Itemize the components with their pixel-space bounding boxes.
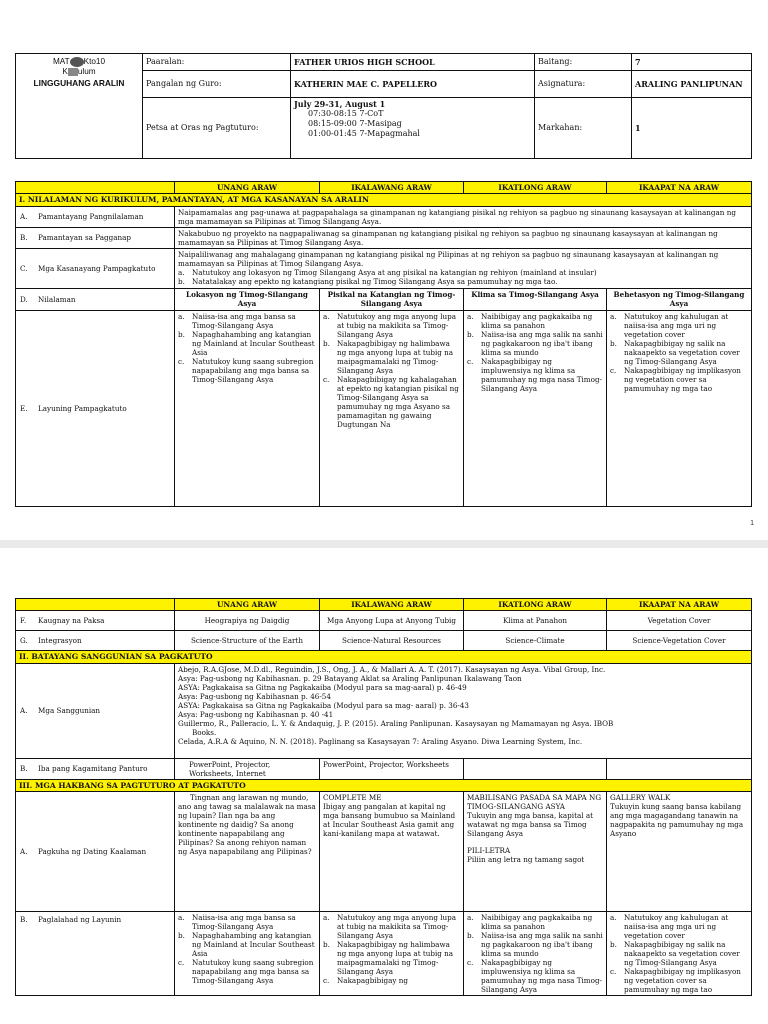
row-SA-content xyxy=(175,663,752,758)
day-head-3: IKATLONG ARAW xyxy=(464,182,607,194)
list-item: b. Nakapagbibigay ng salik na nakaapekto sa vegetation cover ng Timog-Silangang Asya xyxy=(610,940,740,968)
row-D-day3: Klima sa Timog-Silangang Asya xyxy=(464,288,607,310)
logo-mark-icon xyxy=(68,68,78,76)
activity-title-2: PILI-LETRA xyxy=(467,846,511,856)
list-item: b. Naiisa-isa ang mga salik na sanhi ng pagkakaroon ng iba't ibang klima sa mundo xyxy=(467,931,603,959)
row-SB-day1: PowerPoint, Projector, Worksheets, Internet xyxy=(175,758,320,779)
activity-text: Ibigay ang pangalan at kapital ng mga bansang bumubuo sa Mainland at Incular Southeast Asia gamit ang kani-kanilang mapa at watawat. xyxy=(323,802,456,839)
paaralan-value: FATHER URIOS HIGH SCHOOL xyxy=(291,54,535,71)
row-C-letter: C. xyxy=(20,263,28,273)
row-E-label xyxy=(16,310,175,506)
paaralan-label: Paaralan: xyxy=(143,54,291,71)
list-item: b. Napaghahambing ang katangian ng Mainland at Incular Southeast Asia xyxy=(178,329,315,357)
row-PB-letter: B. xyxy=(20,915,28,925)
day-head-3: IKATLONG ARAW xyxy=(464,599,607,611)
row-C-text: Mga Kasanayang Pampagkatuto xyxy=(38,263,156,273)
guro-label: Pangalan ng Guro: xyxy=(143,71,291,98)
row-B-content: Nakabubuo ng proyekto na nagpapaliwanag sa ginampanan ng katangiang pisikal ng rehiyon sa pagbuo ng sinaunang kasaysayan at kalinangan ng mamamayan sa Pilipinas at Timog Silangang Asya. xyxy=(175,227,752,248)
list-item: c. Nakapagbibigay ng kahalagahan at epekto ng katangian pisikal ng Timog-Silangang Asya sa pamumuhay ng mga Asyano sa pamamagitan ng gawaing Dugtungan Na xyxy=(323,374,459,429)
list-item: b. Nakapagbibigay ng halimbawa ng mga anyong lupa at tubig na maipagmamalaki ng Timog-Silangang Asya xyxy=(323,338,454,375)
list-item: a. Naiisa-isa ang mga bansa sa Timog-Silangang Asya xyxy=(178,311,296,330)
row-G-day1: Science-Structure of the Earth xyxy=(175,631,320,651)
row-A-label xyxy=(16,206,175,227)
reference-line: ASYA: Pagkakaisa sa Gitna ng Pagkakaiba (Modyul para sa mag- aaral) p. 36-43 xyxy=(178,700,469,710)
row-E-day1 xyxy=(175,310,320,506)
row-PB-day4 xyxy=(607,912,752,996)
row-C-label xyxy=(16,248,175,288)
row-C-content xyxy=(175,248,752,288)
row-PA-label xyxy=(16,792,175,912)
day-head-1: UNANG ARAW xyxy=(175,599,320,611)
activity-title: GALLERY WALK xyxy=(610,793,671,803)
row-B-letter: B. xyxy=(20,233,28,243)
row-G-letter: G. xyxy=(20,636,28,646)
row-A-letter: A. xyxy=(20,212,28,222)
reference-line: Guillermo, R., Palleracio, L. Y. & Andaquig, J. P. (2015). Araling Panlipunan. Kasaysayan ng Mamamayan ng Asya. IBOB xyxy=(178,718,614,728)
row-G-label xyxy=(16,631,175,651)
row-PB-day1 xyxy=(175,912,320,996)
row-D-day1: Lokasyon ng Timog-Silangang Asya xyxy=(175,288,320,310)
logo-text-c: K xyxy=(62,67,68,77)
list-item: c. Nakapagbibigay ng implikasyon ng vegetation cover sa pamumuhay ng mga tao xyxy=(610,967,741,995)
list-item: c. Nakapagbibigay ng impluwensiya ng klima sa pamumuhay ng mga nasa Timog-Silangang Asya xyxy=(467,356,602,393)
row-SB-day4 xyxy=(607,758,752,779)
page-number: 1 xyxy=(750,520,754,527)
list-item: b. Nakapagbibigay ng salik na nakaapekto sa vegetation cover ng Timog-Silangang Asya xyxy=(610,338,740,366)
row-F-letter: F. xyxy=(20,616,27,626)
section-I-title: I. NILALAMAN NG KURIKULUM, PAMANTAYAN, AT MGA KASANAYAN SA ARALIN xyxy=(16,194,752,206)
row-F-day1: Heograpiya ng Daigdig xyxy=(175,611,320,631)
petsa-date: July 29-31, August 1 xyxy=(294,99,386,110)
row-SB-letter: B. xyxy=(20,764,28,774)
activity-text: Tukuyin ang mga bansa, kapital at watawat ng mga bansa sa Timog Silangang Asya xyxy=(467,811,593,839)
lesson-table-1 xyxy=(15,181,752,507)
reference-line: Books. xyxy=(192,727,217,737)
list-item: a. Natutukoy ang kahulugan at naiisa-isa ang mga uri ng vegetation cover xyxy=(610,311,729,339)
reference-line: Asya: Pag-usbong ng Kabihasnan p. 46-54 xyxy=(178,691,331,701)
activity-title: MABILISANG PASADA SA MAPA NG TIMOG-SILANGANG ASYA xyxy=(467,793,602,812)
row-PA-day1: Tingnan ang larawan ng mundo, ano ang tawag sa malalawak na masa ng lupain? Ilan nga ba ang kontinente ng daidig? Sa anong kontinente napapabilang ang Pilipinas? Sa anong rehiyon naman ng Asya napapabilang ang Pilipinas? xyxy=(175,792,320,912)
reference-line: Celada, A.R.A & Aquino, N. N. (2018). Paglinang sa Kasaysayan 7: Araling Asyano. Diwa Learning System, Inc. xyxy=(178,736,583,746)
lesson-table-2 xyxy=(15,598,752,996)
list-item: b. Nakapagbibigay ng halimbawa ng mga anyong lupa at tubig na maipagmamalaki ng Timog-Silangang Asya xyxy=(323,940,454,977)
row-E-text: Layuning Pampagkatuto xyxy=(38,403,127,413)
row-G-text: Integrasyon xyxy=(38,636,82,646)
row-PA-day3 xyxy=(464,792,607,912)
blank-head xyxy=(16,599,175,611)
list-item: b. Napaghahambing ang katangian ng Mainland at Incular Southeast Asia xyxy=(178,931,315,959)
row-PB-day2 xyxy=(320,912,464,996)
row-SB-day3 xyxy=(464,758,607,779)
day-head-2: IKALAWANG ARAW xyxy=(320,182,464,194)
section-III-title: III. MGA HAKBANG SA PAGTUTURO AT PAGKATUTO xyxy=(16,779,752,791)
row-SB-day2: PowerPoint, Projector, Worksheets xyxy=(320,758,464,779)
row-D-day4: Behetasyon ng Timog-Silangang Asya xyxy=(607,288,752,310)
list-item: a. Natutukoy ang mga anyong lupa at tubig na makikita sa Timog-Silangang Asya xyxy=(323,311,457,339)
row-C-list xyxy=(178,268,748,286)
list-item: a. Natutukoy ang kahulugan at naiisa-isa ang mga uri ng vegetation cover xyxy=(610,913,729,941)
row-D-label xyxy=(16,288,175,310)
doc-type: LINGGUHANG ARALIN xyxy=(33,77,125,88)
activity-text-2: Piliin ang letra ng tamang sagot xyxy=(467,855,585,865)
list-item: a. Naibibigay ang pagkakaiba ng klima sa panahon xyxy=(467,913,593,932)
row-D-day2: Pisikal na Katangian ng Timog-Silangang Asya xyxy=(320,288,464,310)
petsa-time-1: 07:30-08:15 7-CoT xyxy=(308,109,384,119)
row-A-text: Pamantayang Pangnilalaman xyxy=(38,212,144,222)
petsa-time-2: 08:15-09:00 7-Masipag xyxy=(308,119,402,129)
logo-cell xyxy=(16,54,143,159)
row-B-label xyxy=(16,227,175,248)
reference-line: Abejo, R.A.GJose, M.D.dl., Reguindin, J.S., Ong, J. A., & Mallari A. A. T. (2017). Kasaysayan ng Asya. Vibal Group, Inc. xyxy=(178,664,606,674)
petsa-value xyxy=(291,98,535,159)
baitang-value: 7 xyxy=(632,54,752,71)
section-II-title: II. BATAYANG SANGGUNIAN SA PAGKATUTO xyxy=(16,651,752,663)
page-2 xyxy=(0,548,768,1024)
row-SA-text: Mga Sanggunian xyxy=(38,706,101,716)
petsa-label: Petsa at Oras ng Pagtuturo: xyxy=(143,98,291,159)
row-E-day3 xyxy=(464,310,607,506)
list-item: c. Nakapagbibigay ng impluwensiya ng klima sa pamumuhay ng mga nasa Timog-Silangang Asya xyxy=(467,958,602,995)
row-PB-text: Paglalahad ng Layunin xyxy=(38,915,122,925)
reference-line: ASYA: Pagkakaisa sa Gitna ng Pagkakaiba (Modyul para sa mag-aaral) p. 46-49 xyxy=(178,682,467,692)
row-PA-day4 xyxy=(607,792,752,912)
day-head-4: IKAAPAT NA ARAW xyxy=(607,182,752,194)
row-SA-label xyxy=(16,663,175,758)
list-item: c. Natutukoy kung saang subregion napapabilang ang mga bansa sa Timog-Silangang Asya xyxy=(178,356,314,384)
row-G-day3: Science-Climate xyxy=(464,631,607,651)
row-F-day2: Mga Anyong Lupa at Anyong Tubig xyxy=(320,611,464,631)
row-PA-letter: A. xyxy=(20,847,28,857)
row-PA-text: Pagkuha ng Dating Kaalaman xyxy=(38,847,147,857)
row-D-letter: D. xyxy=(20,294,28,304)
blank-head xyxy=(16,182,175,194)
row-PA-day2 xyxy=(320,792,464,912)
baitang-label: Baitang: xyxy=(535,54,632,71)
deped-seal-icon xyxy=(70,57,84,67)
list-item: c. Nakapagbibigay ng implikasyon ng vegetation cover sa pamumuhay ng mga tao xyxy=(610,365,741,393)
row-G-day2: Science-Natural Resources xyxy=(320,631,464,651)
reference-line: Asya: Pag-usbong ng Kabihasnan p. 40 -41 xyxy=(178,709,334,719)
row-SA-letter: A. xyxy=(20,706,28,716)
list-item: b. Naiisa-isa ang mga salik na sanhi ng pagkakaroon ng iba't ibang klima sa mundo xyxy=(467,329,603,357)
list-item: c. Natutukoy kung saang subregion napapabilang ang mga bansa sa Timog-Silangang Asya xyxy=(178,958,314,986)
markahan-label: Markahan: xyxy=(535,98,632,159)
row-PB-day3 xyxy=(464,912,607,996)
list-item: a. Naiisa-isa ang mga bansa sa Timog-Silangang Asya xyxy=(178,913,296,932)
markahan-value: 1 xyxy=(632,98,752,159)
petsa-time-3: 01:00-01:45 7-Mapagmahal xyxy=(308,129,420,139)
row-F-text: Kaugnay na Paksa xyxy=(38,616,105,626)
list-item: a. Natutukoy ang lokasyon ng Timog Silangang Asya at ang pisikal na katangian ng rehiyon (mainland at insular) xyxy=(178,267,597,277)
logo-text-b: Kto10 xyxy=(83,57,106,67)
asignatura-label: Asignatura: xyxy=(535,71,632,98)
day-head-2: IKALAWANG ARAW xyxy=(320,599,464,611)
row-SB-label xyxy=(16,758,175,779)
list-item: c. Nakapagbibigay ng xyxy=(323,976,408,986)
row-F-label xyxy=(16,611,175,631)
row-D-text: Nilalaman xyxy=(38,294,76,304)
asignatura-value: ARALING PANLIPUNAN xyxy=(632,71,752,98)
row-F-day4: Vegetation Cover xyxy=(607,611,752,631)
day-head-1: UNANG ARAW xyxy=(175,182,320,194)
header-table xyxy=(15,53,752,159)
guro-value: KATHERIN MAE C. PAPELLERO xyxy=(291,71,535,98)
row-PB-label xyxy=(16,912,175,996)
row-G-day4: Science-Vegetation Cover xyxy=(607,631,752,651)
activity-title: COMPLETE ME xyxy=(323,793,382,803)
logo-text-a: MAT xyxy=(52,57,70,67)
row-F-day3: Klima at Panahon xyxy=(464,611,607,631)
row-B-text: Pamantayan sa Pagganap xyxy=(38,233,132,243)
row-SB-text: Iba pang Kagamitang Panturo xyxy=(38,764,148,774)
row-A-content: Naipamamalas ang pag-unawa at pagpapahalaga sa ginampanan ng katangiang pisikal ng rehiyon sa pagbuo ng sinaunang kasaysayan at kalinangan ng mga mamamayan sa Pilipinas at Timog Silangang Asya. xyxy=(175,206,752,227)
list-item: b. Natatalakay ang epekto ng katangiang pisikal ng Timog Silangang Asya sa pamumuhay ng mga tao. xyxy=(178,276,558,286)
logo-text-d: ulum xyxy=(77,67,96,77)
row-E-letter: E. xyxy=(20,403,28,413)
reference-line: Asya: Pag-usbong ng Kabihasnan. p. 29 Batayang Aklat sa Araling Panlipunan Ikalawang Taon xyxy=(178,673,522,683)
day-head-4: IKAAPAT NA ARAW xyxy=(607,599,752,611)
row-E-day2 xyxy=(320,310,464,506)
list-item: a. Natutukoy ang mga anyong lupa at tubig na makikita sa Timog-Silangang Asya xyxy=(323,913,457,941)
activity-text: Tukuyin kung saang bansa kabilang ang mga magagandang tanawin na nagpapakita ng pamumuhay ng mga Asyano xyxy=(610,802,744,839)
list-item: a. Naibibigay ang pagkakaiba ng klima sa panahon xyxy=(467,311,593,330)
row-C-text-main: Naipaliliwanag ang mahalagang ginampanan ng katangiang pisikal ng Pilipinas at ng rehiyon sa pagbuo ng sinaunang kasaysayan at kalinangan ng mamamayan sa Pilipinas at Timog Silangang Asya. xyxy=(178,249,719,268)
row-E-day4 xyxy=(607,310,752,506)
